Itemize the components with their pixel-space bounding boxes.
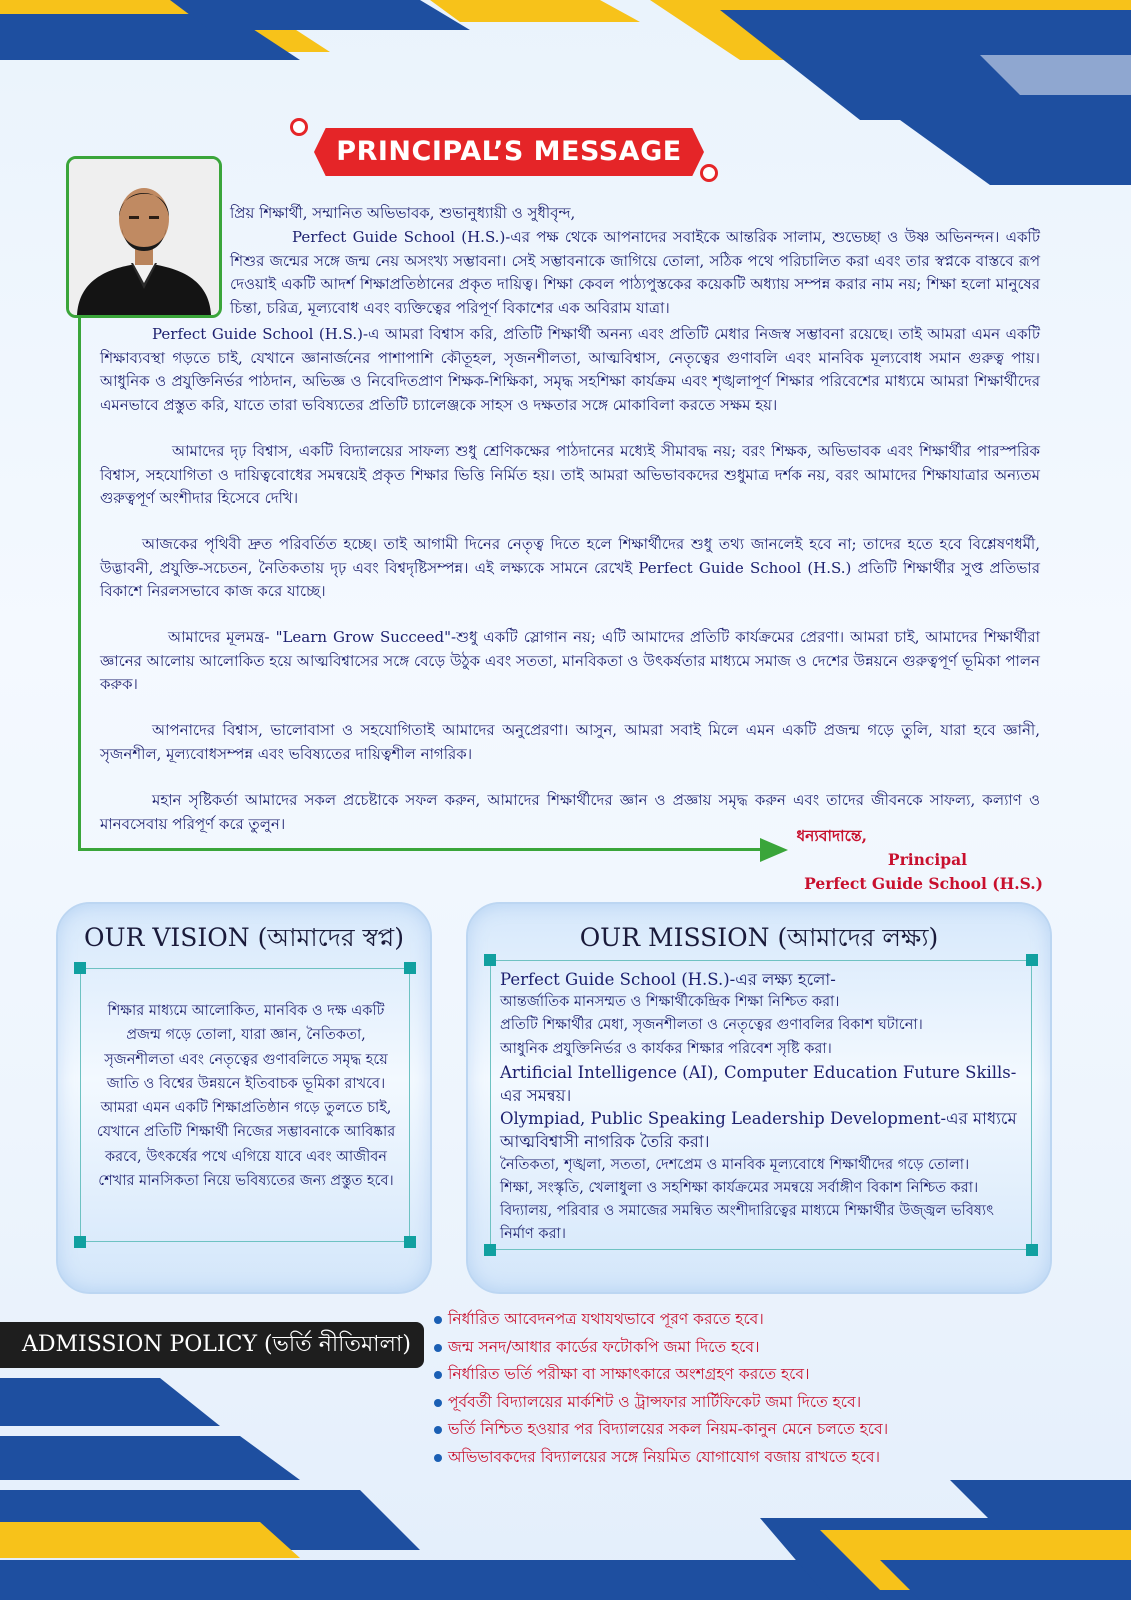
message-paragraph-2: Perfect Guide School (H.S.)-এ আমরা বিশ্বাস করি, প্রতিটি শিক্ষার্থী অনন্য এবং প্রতিটি মেধার নিজস্ব সম্ভাবনা রয়েছে। তাই আমরা এমন একটি শিক্ষাব্যবস্থা গড়তে চাই, যেখানে জ্ঞানার্জনের পাশাপাশি কৌতূহল, সৃজনশীলতা, আত্মবিশ্বাস, নেতৃত্বের গুণাবলি এবং মানবিক মূল্যবোধ সমান গুরুত্ব পায়। আধুনিক ও প্রযুক্তিনির্ভর পাঠদান, অভিজ্ঞ ও নিবেদিতপ্রাণ শিক্ষক-শিক্ষিকা, সমৃদ্ধ সহশিক্ষা কার্যক্রম এবং শৃঙ্খলাপূর্ণ শিক্ষার পরিবেশের মাধ্যমে আমরা শিক্ষার্থীদের এমনভাবে প্রস্তুত করি, যাতে তারা ভবিষ্যতের প্রতিটি চ্যালেঞ্জকে সাহস ও দক্ষতার সঙ্গে মোকাবিলা করতে সক্ষম হয়। <box>100 325 1040 414</box>
frame-corner-marker <box>484 954 496 966</box>
admission-item: জন্ম সনদ/আধার কার্ডের ফটোকপি জমা দিতে হবে। <box>434 1334 1074 1362</box>
mission-item: বিদ্যালয়, পরিবার ও সমাজের সমন্বিত অংশীদারিত্বের মাধ্যমে শিক্ষার্থীর উজ্জ্বল ভবিষ্যৎ নির্মাণ করা। <box>500 1203 994 1243</box>
frame-corner-marker <box>404 1236 416 1248</box>
admission-item: অভিভাবকদের বিদ্যালয়ের সঙ্গে নিয়মিত যোগাযোগ বজায় রাখতে হবে। <box>434 1444 1074 1472</box>
principal-photo <box>66 156 222 318</box>
message-salutation: প্রিয় শিক্ষার্থী, সম্মানিত অভিভাবক, শুভানুধ্যায়ী ও সুধীবৃন্দ, <box>230 204 576 222</box>
mission-item: শিক্ষা, সংস্কৃতি, খেলাধুলা ও সহশিক্ষা কার্যক্রমের সমন্বয়ে সর্বাঙ্গীণ বিকাশ নিশ্চিত করা। <box>500 1179 979 1196</box>
signoff-thanks: ধন্যবাদান্তে, <box>796 826 867 845</box>
signoff-school: Perfect Guide School (H.S.) <box>804 874 1043 893</box>
page-title: PRINCIPAL’S MESSAGE <box>336 136 682 167</box>
green-guide-line-horizontal <box>78 848 768 851</box>
admission-policy-label: ADMISSION POLICY (ভর্তি নীতিমালা) <box>0 1322 424 1368</box>
vision-card <box>56 902 432 1294</box>
admission-item: নির্ধারিত ভর্তি পরীক্ষা বা সাক্ষাৎকারে অংশগ্রহণ করতে হবে। <box>434 1361 1074 1389</box>
signoff-role: Principal <box>887 850 967 869</box>
mission-item: আধুনিক প্রযুক্তিনির্ভর ও কার্যকর শিক্ষার পরিবেশ সৃষ্টি করা। <box>500 1040 832 1057</box>
mission-item: আন্তর্জাতিক মানসম্মত ও শিক্ষার্থীকেন্দ্রিক শিক্ষা নিশ্চিত করা। <box>500 994 840 1011</box>
principal-portrait <box>69 159 219 315</box>
ribbon-dot-left <box>290 118 308 136</box>
title-ribbon <box>296 122 720 182</box>
mission-item: Artificial Intelligence (AI), Computer Education Future Skills-এর সমন্বয়। <box>500 1062 1017 1106</box>
mission-item: প্রতিটি শিক্ষার্থীর মেধা, সৃজনশীলতা ও নেতৃত্বের গুণাবলির বিকাশ ঘটানো। <box>500 1017 923 1034</box>
message-paragraph-4: আজকের পৃথিবী দ্রুত পরিবর্তিত হচ্ছে। তাই আগামী দিনের নেতৃত্ব দিতে হলে শিক্ষার্থীদের শুধু তথ্য জানলেই হবে না; তাদের হতে হবে বিশ্লেষণধর্মী, উদ্ভাবনী, প্রযুক্তি-সচেতন, নৈতিকতায় দৃঢ় এবং বিশ্বদৃষ্টিসম্পন্ন। এই লক্ষ্যকে সামনে রেখেই Perfect Guide School (H.S.) প্রতিটি শিক্ষার্থীর সুপ্ত প্রতিভার বিকাশে নিরলসভাবে কাজ করে যাচ্ছে। <box>100 535 1040 600</box>
green-arrow-icon <box>760 838 788 862</box>
frame-corner-marker <box>74 1236 86 1248</box>
frame-corner-marker <box>484 1244 496 1256</box>
mission-list <box>500 968 1030 1246</box>
admission-item: পূর্ববর্তী বিদ্যালয়ের মার্কশিট ও ট্রান্সফার সার্টিফিকেট জমা দিতে হবে। <box>434 1389 1074 1417</box>
message-paragraph-6: আপনাদের বিশ্বাস, ভালোবাসা ও সহযোগিতাই আমাদের অনুপ্রেরণা। আসুন, আমরা সবাই মিলে এমন একটি প্রজন্ম গড়ে তুলি, যারা হবে জ্ঞানী, সৃজনশীল, মূল্যবোধসম্পন্ন এবং ভবিষ্যতের দায়িত্বশীল নাগরিক। <box>100 721 1040 763</box>
green-guide-line-vertical <box>78 318 81 850</box>
frame-corner-marker <box>1026 954 1038 966</box>
mission-item: Olympiad, Public Speaking Leadership Development-এর মাধ্যমে আত্মবিশ্বাসী নাগরিক তৈরি করা। <box>500 1109 1017 1152</box>
admission-policy-list <box>434 1306 1074 1471</box>
mission-item: নৈতিকতা, শৃঙ্খলা, সততা, দেশপ্রেম ও মানবিক মূল্যবোধে শিক্ষার্থীদের গড়ে তোলা। <box>500 1156 970 1173</box>
vision-text: শিক্ষার মাধ্যমে আলোকিত, মানবিক ও দক্ষ একটি প্রজন্ম গড়ে তোলা, যারা জ্ঞান, নৈতিকতা, সৃজনশীলতা এবং নেতৃত্বের গুণাবলিতে সমৃদ্ধ হয়ে জাতি ও বিশ্বের উন্নয়নে ইতিবাচক ভূমিকা রাখবে। আমরা এমন একটি শিক্ষাপ্রতিষ্ঠান গড়ে তুলতে চাই, যেখানে প্রতিটি শিক্ষার্থী নিজের সম্ভাবনাকে আবিষ্কার করবে, উৎকর্ষের পথে এগিয়ে যাবে এবং আজীবন শেখার মানসিকতা নিয়ে ভবিষ্যতের জন্য প্রস্তুত হবে। <box>96 1003 396 1190</box>
mission-item: Perfect Guide School (H.S.)-এর লক্ষ্য হলো- <box>500 970 836 989</box>
message-paragraph-5: আমাদের মূলমন্ত্র- "Learn Grow Succeed"-শুধু একটি স্লোগান নয়; এটি আমাদের প্রতিটি কার্যক্রমের প্রেরণা। আমরা চাই, আমাদের শিক্ষার্থীরা জ্ঞানের আলোয় আলোকিত হয়ে আত্মবিশ্বাসের সঙ্গে বেড়ে উঠুক এবং সততা, মানবিকতা ও উৎকর্ষতার মাধ্যমে সমাজ ও দেশের উন্নয়নে গুরুত্বপূর্ণ ভূমিকা পালন করুক। <box>100 628 1040 693</box>
signoff <box>796 824 1043 896</box>
admission-item: নির্ধারিত আবেদনপত্র যথাযথভাবে পূরণ করতে হবে। <box>434 1306 1074 1334</box>
frame-corner-marker <box>74 962 86 974</box>
mission-card <box>466 902 1052 1294</box>
mission-title: OUR MISSION (আমাদের লক্ষ্য) <box>579 923 939 952</box>
admission-item: ভর্তি নিশ্চিত হওয়ার পর বিদ্যালয়ের সকল নিয়ম-কানুন মেনে চলতে হবে। <box>434 1416 1074 1444</box>
message-paragraph-1: Perfect Guide School (H.S.)-এর পক্ষ থেকে আপনাদের সবাইকে আন্তরিক সালাম, শুভেচ্ছা ও উষ্ণ অভিনন্দন। একটি শিশুর জন্মের সঙ্গে জন্ম নেয় অসংখ্য সম্ভাবনা। সেই সম্ভাবনাকে জাগিয়ে তোলা, সঠিক পথে পরিচালিত করা এবং তার স্বপ্নকে বাস্তবে রূপ দেওয়াই একটি আদর্শ শিক্ষাপ্রতিষ্ঠানের প্রকৃত দায়িত্ব। শিক্ষা কেবল পাঠ্যপুস্তকের কয়েকটি অধ্যায় সম্পন্ন করার নাম নয়; শিক্ষা হলো মানুষের চিন্তা, চরিত্র, মূল্যবোধ এবং ব্যক্তিত্বের পরিপূর্ণ বিকাশের এক অবিরাম যাত্রা। <box>230 228 1040 317</box>
vision-title: OUR VISION (আমাদের স্বপ্ন) <box>84 923 404 952</box>
message-paragraph-7: মহান সৃষ্টিকর্তা আমাদের সকল প্রচেষ্টাকে সফল করুন, আমাদের শিক্ষার্থীদের জ্ঞান ও প্রজ্ঞায় সমৃদ্ধ করুন এবং তাদের জীবনকে সাফল্য, কল্যাণ ও মানবসেবায় পরিপূর্ণ করে তুলুন। <box>100 791 1040 833</box>
message-paragraph-3: আমাদের দৃঢ় বিশ্বাস, একটি বিদ্যালয়ের সাফল্য শুধু শ্রেণিকক্ষের পাঠদানের মধ্যেই সীমাবদ্ধ নয়; বরং শিক্ষক, অভিভাবক এবং শিক্ষার্থীর পারস্পরিক বিশ্বাস, সহযোগিতা ও দায়িত্ববোধের সমন্বয়েই প্রকৃত শিক্ষার ভিত্তি নির্মিত হয়। তাই আমরা অভিভাবকদের শুধুমাত্র দর্শক নয়, বরং আমাদের শিক্ষাযাত্রার অন্যতম গুরুত্বপূর্ণ অংশীদার হিসেবে দেখি। <box>100 442 1040 507</box>
frame-corner-marker <box>404 962 416 974</box>
